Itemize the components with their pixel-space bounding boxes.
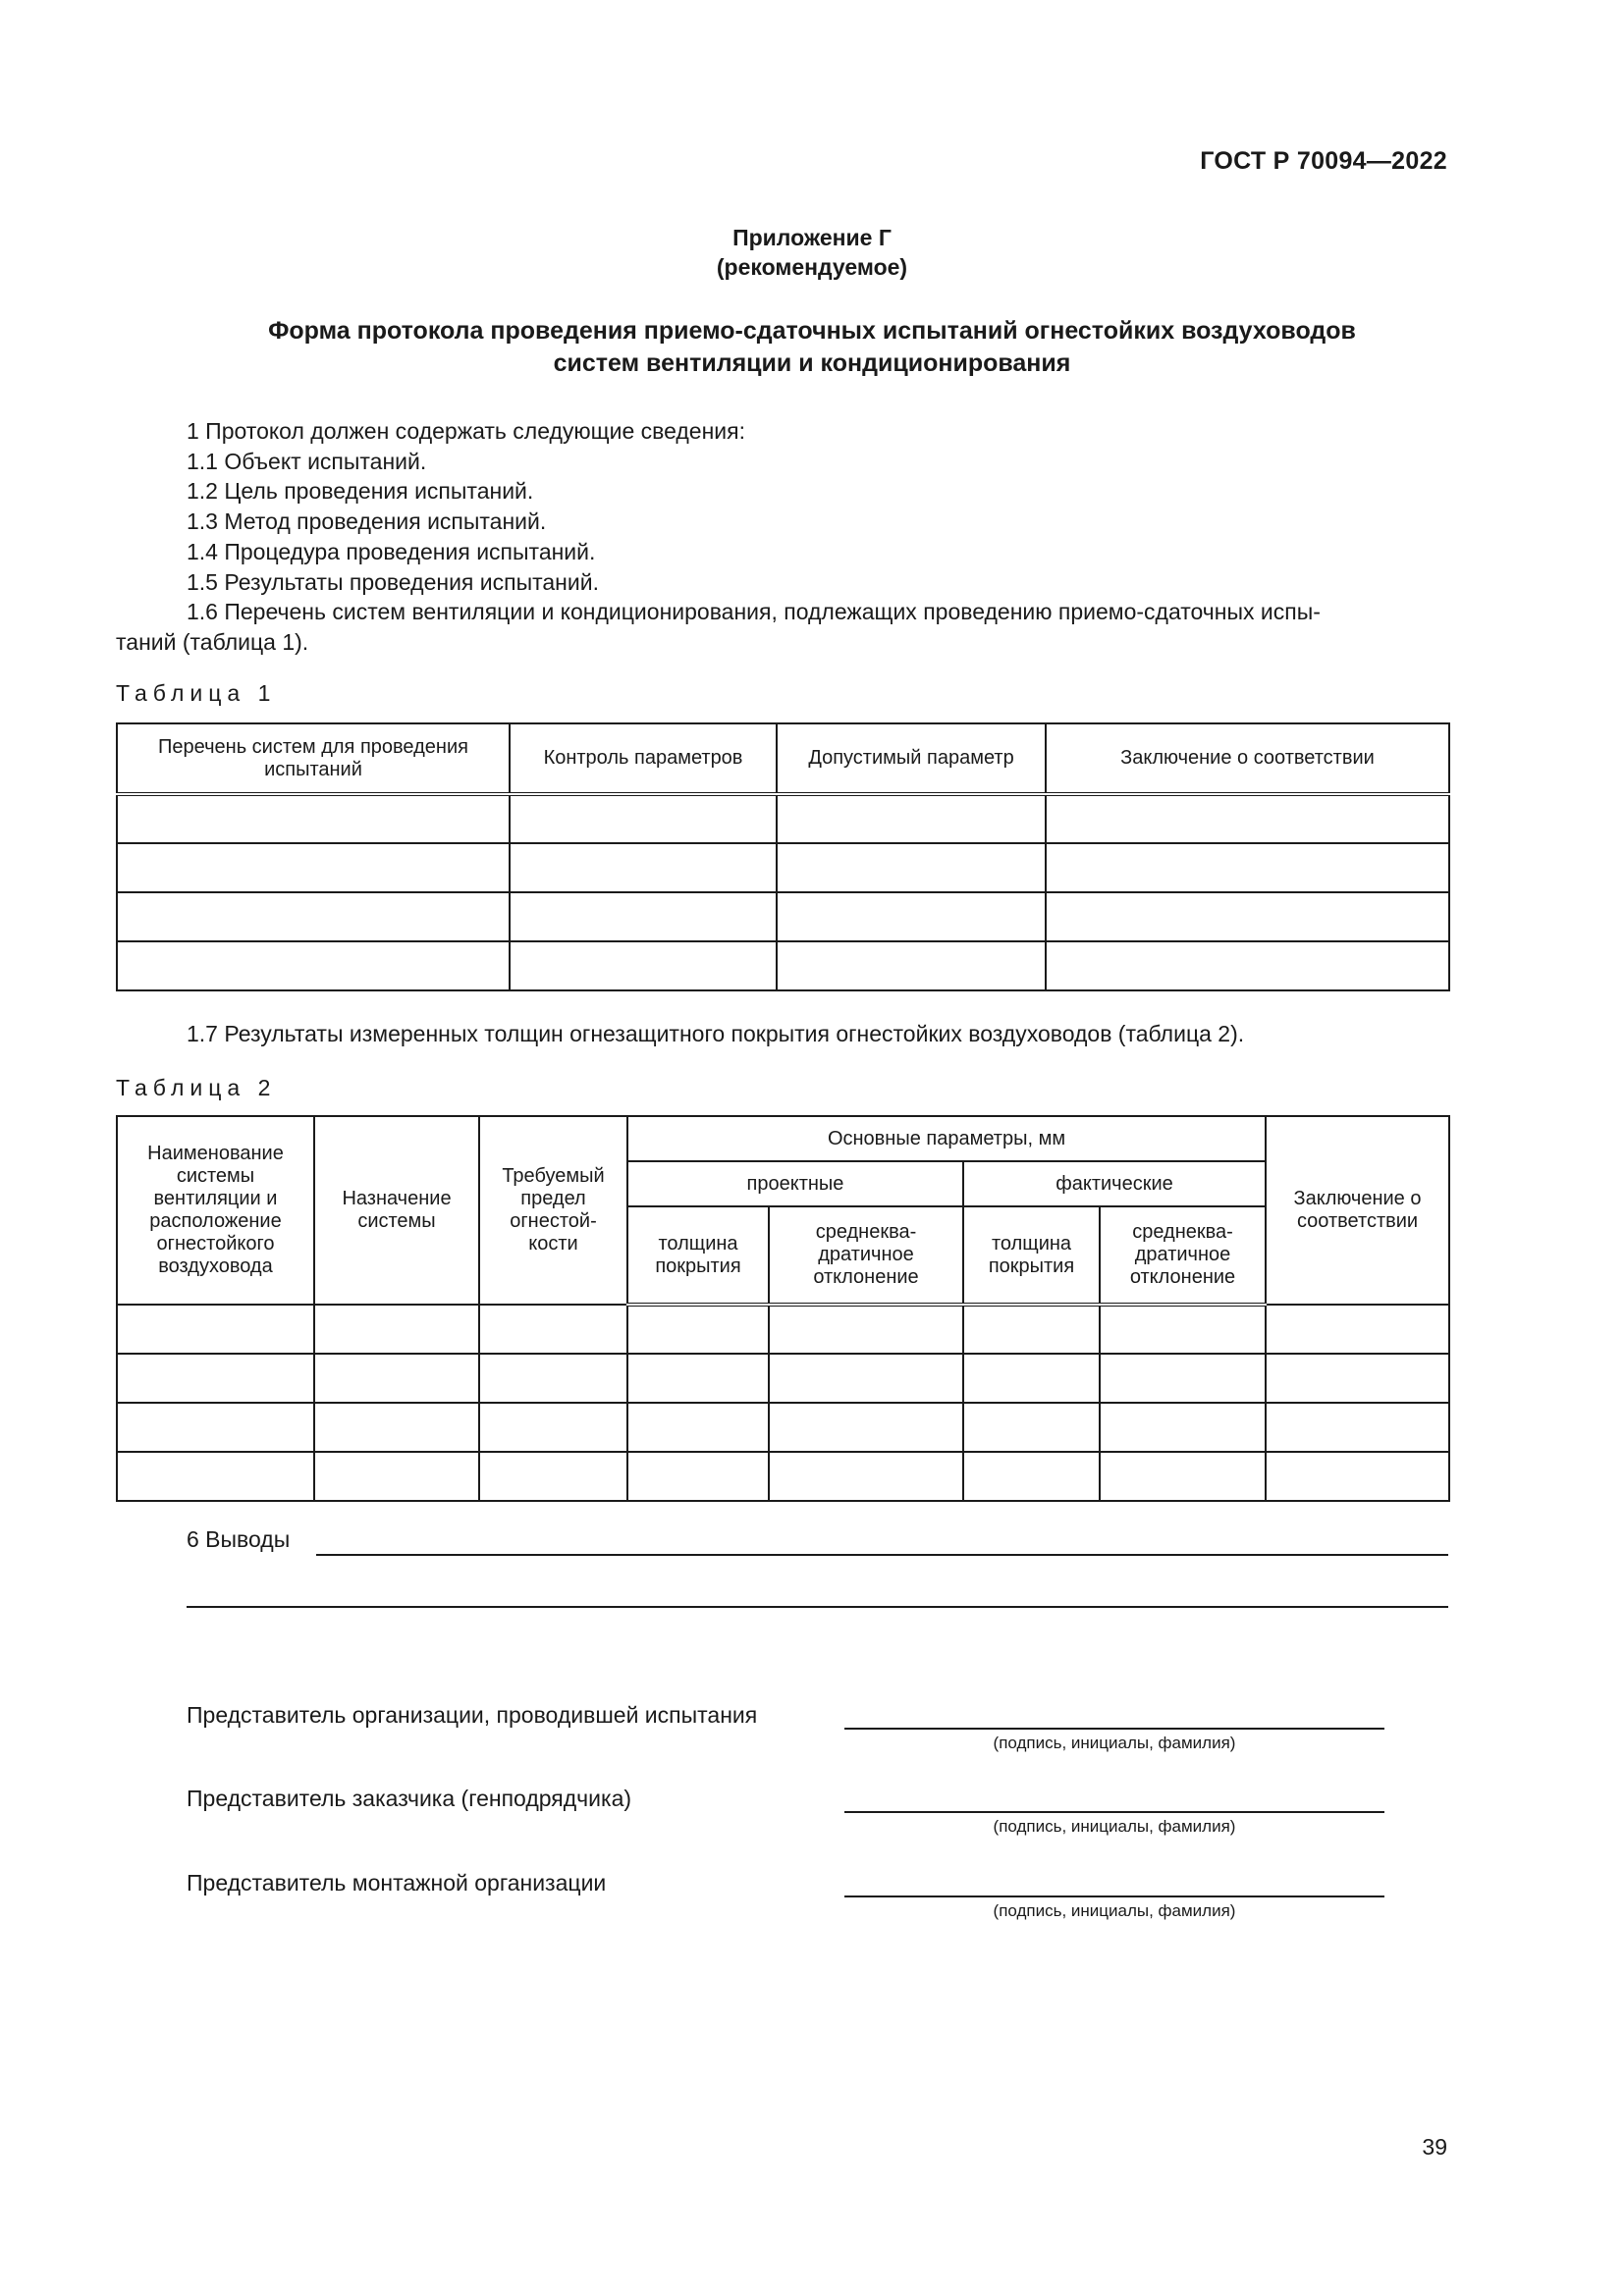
signature-label-installer: Представитель монтажной организации: [187, 1870, 607, 1896]
table-cell[interactable]: [627, 1354, 769, 1403]
table-cell[interactable]: [510, 794, 777, 843]
table2-header-name: Наименование системы вентиляции и расположение огнестойкого воздуховода: [117, 1116, 314, 1305]
page-number: 39: [1422, 2134, 1447, 2160]
list-item-1-7: 1.7 Результаты измеренных толщин огнезащитного покрытия огнестойких воздуховодов (таблица 2).: [187, 1021, 1245, 1046]
table2-header-conclusion: Заключение о соответствии: [1266, 1116, 1449, 1305]
table1: [116, 722, 1450, 991]
signature-label-testing-org: Представитель организации, проводившей испытания: [187, 1702, 758, 1728]
table-cell[interactable]: [1100, 1354, 1266, 1403]
table-cell[interactable]: [1046, 941, 1449, 990]
table-cell[interactable]: [479, 1403, 627, 1452]
table2-header-purpose: Назначение системы: [314, 1116, 479, 1305]
table2-header-required-limit: Требуемый предел огнестой- кости: [479, 1116, 627, 1305]
table-cell[interactable]: [117, 1354, 314, 1403]
table-cell[interactable]: [117, 892, 510, 941]
table-cell[interactable]: [479, 1305, 627, 1354]
table-cell[interactable]: [627, 1403, 769, 1452]
table-cell[interactable]: [769, 1403, 963, 1452]
table-cell[interactable]: [117, 1305, 314, 1354]
requirements-list: [116, 416, 1448, 658]
table-cell[interactable]: [117, 941, 510, 990]
table-row: [117, 892, 1449, 941]
list-item: 1 Протокол должен содержать следующие сведения:: [187, 418, 745, 444]
table-cell[interactable]: [963, 1305, 1100, 1354]
list-item: 1.5 Результаты проведения испытаний.: [187, 568, 599, 595]
table-cell[interactable]: [117, 843, 510, 892]
table-cell[interactable]: [479, 1452, 627, 1501]
table-cell[interactable]: [627, 1452, 769, 1501]
list-item-1-6-continuation: таний (таблица 1).: [116, 628, 309, 655]
table-cell[interactable]: [479, 1354, 627, 1403]
conclusions-label: 6 Выводы: [187, 1526, 291, 1552]
table-cell[interactable]: [117, 794, 510, 843]
table-cell[interactable]: [510, 843, 777, 892]
table-cell[interactable]: [1046, 892, 1449, 941]
table-cell[interactable]: [314, 1354, 479, 1403]
signature-caption: (подпись, инициалы, фамилия): [993, 1901, 1236, 1920]
list-item-1-6: 1.6 Перечень систем вентиляции и кондиционирования, подлежащих проведению приемо-сдаточных испы-: [187, 599, 1321, 625]
table-cell[interactable]: [1266, 1452, 1449, 1501]
table-cell[interactable]: [777, 843, 1046, 892]
table-cell[interactable]: [1266, 1403, 1449, 1452]
table-cell[interactable]: [314, 1452, 479, 1501]
table-cell[interactable]: [510, 941, 777, 990]
table-cell[interactable]: [1266, 1305, 1449, 1354]
table-cell[interactable]: [963, 1452, 1100, 1501]
table-cell[interactable]: [1100, 1305, 1266, 1354]
signature-line-testing-org[interactable]: [844, 1728, 1384, 1730]
table-cell[interactable]: [117, 1403, 314, 1452]
list-item: 1.1 Объект испытаний.: [187, 448, 427, 474]
form-title-line-1: Форма протокола проведения приемо-сдаточных испытаний огнестойких воздуховодов: [268, 317, 1356, 345]
table-cell[interactable]: [777, 941, 1046, 990]
table-cell[interactable]: [510, 892, 777, 941]
conclusions-line-2[interactable]: [187, 1606, 1448, 1608]
table2-label: Таблица 2: [116, 1075, 277, 1100]
table2-header-design: проектные: [627, 1161, 963, 1206]
signature-label-customer: Представитель заказчика (генподрядчика): [187, 1786, 632, 1811]
form-title: [147, 315, 1477, 380]
list-item: 1.2 Цель проведения испытаний.: [187, 478, 534, 505]
table-row: [117, 1452, 1449, 1501]
table1-header-systems: Перечень систем для проведения испытаний: [117, 723, 510, 794]
table1-header-control: Контроль параметров: [510, 723, 777, 794]
conclusions-line-1[interactable]: [316, 1554, 1448, 1556]
standard-code: ГОСТ Р 70094—2022: [1200, 147, 1447, 175]
table-cell[interactable]: [117, 1452, 314, 1501]
table-row: [117, 1354, 1449, 1403]
table-row: [117, 941, 1449, 990]
table-cell[interactable]: [1100, 1403, 1266, 1452]
table-row: [117, 843, 1449, 892]
table2-header-design-deviation: среднеква- дратичное отклонение: [769, 1206, 963, 1305]
table2-header-actual-deviation: среднеква- дратичное отклонение: [1100, 1206, 1266, 1305]
table-cell[interactable]: [627, 1305, 769, 1354]
table2-header-main-params: Основные параметры, мм: [627, 1116, 1266, 1161]
table-cell[interactable]: [777, 794, 1046, 843]
table-row: [117, 1403, 1449, 1452]
table1-label: Таблица 1: [116, 680, 277, 706]
table-cell[interactable]: [963, 1403, 1100, 1452]
table1-header-conclusion: Заключение о соответствии: [1046, 723, 1449, 794]
table2-header-design-thickness: толщина покрытия: [627, 1206, 769, 1305]
list-item: 1.3 Метод проведения испытаний.: [187, 508, 547, 535]
signature-line-customer[interactable]: [844, 1811, 1384, 1813]
table-row: [117, 794, 1449, 843]
signature-caption: (подпись, инициалы, фамилия): [993, 1734, 1236, 1752]
table-cell[interactable]: [1266, 1354, 1449, 1403]
signature-caption: (подпись, инициалы, фамилия): [993, 1817, 1236, 1836]
table-cell[interactable]: [777, 892, 1046, 941]
table-cell[interactable]: [1046, 794, 1449, 843]
signature-line-installer[interactable]: [844, 1896, 1384, 1897]
table-cell[interactable]: [1100, 1452, 1266, 1501]
table-cell[interactable]: [769, 1354, 963, 1403]
table-cell[interactable]: [314, 1403, 479, 1452]
table-cell[interactable]: [963, 1354, 1100, 1403]
table2: [116, 1115, 1450, 1502]
table-row: [117, 1305, 1449, 1354]
appendix-title: Приложение Г: [732, 225, 892, 250]
appendix-status: (рекомендуемое): [716, 254, 908, 280]
list-item: 1.4 Процедура проведения испытаний.: [187, 538, 596, 564]
table2-header-actual: фактические: [963, 1161, 1266, 1206]
table1-header-allowed: Допустимый параметр: [777, 723, 1046, 794]
form-title-line-2: систем вентиляции и кондиционирования: [553, 349, 1071, 377]
table2-header-actual-thickness: толщина покрытия: [963, 1206, 1100, 1305]
table-cell[interactable]: [769, 1305, 963, 1354]
table-cell[interactable]: [314, 1305, 479, 1354]
table-cell[interactable]: [769, 1452, 963, 1501]
table-cell[interactable]: [1046, 843, 1449, 892]
